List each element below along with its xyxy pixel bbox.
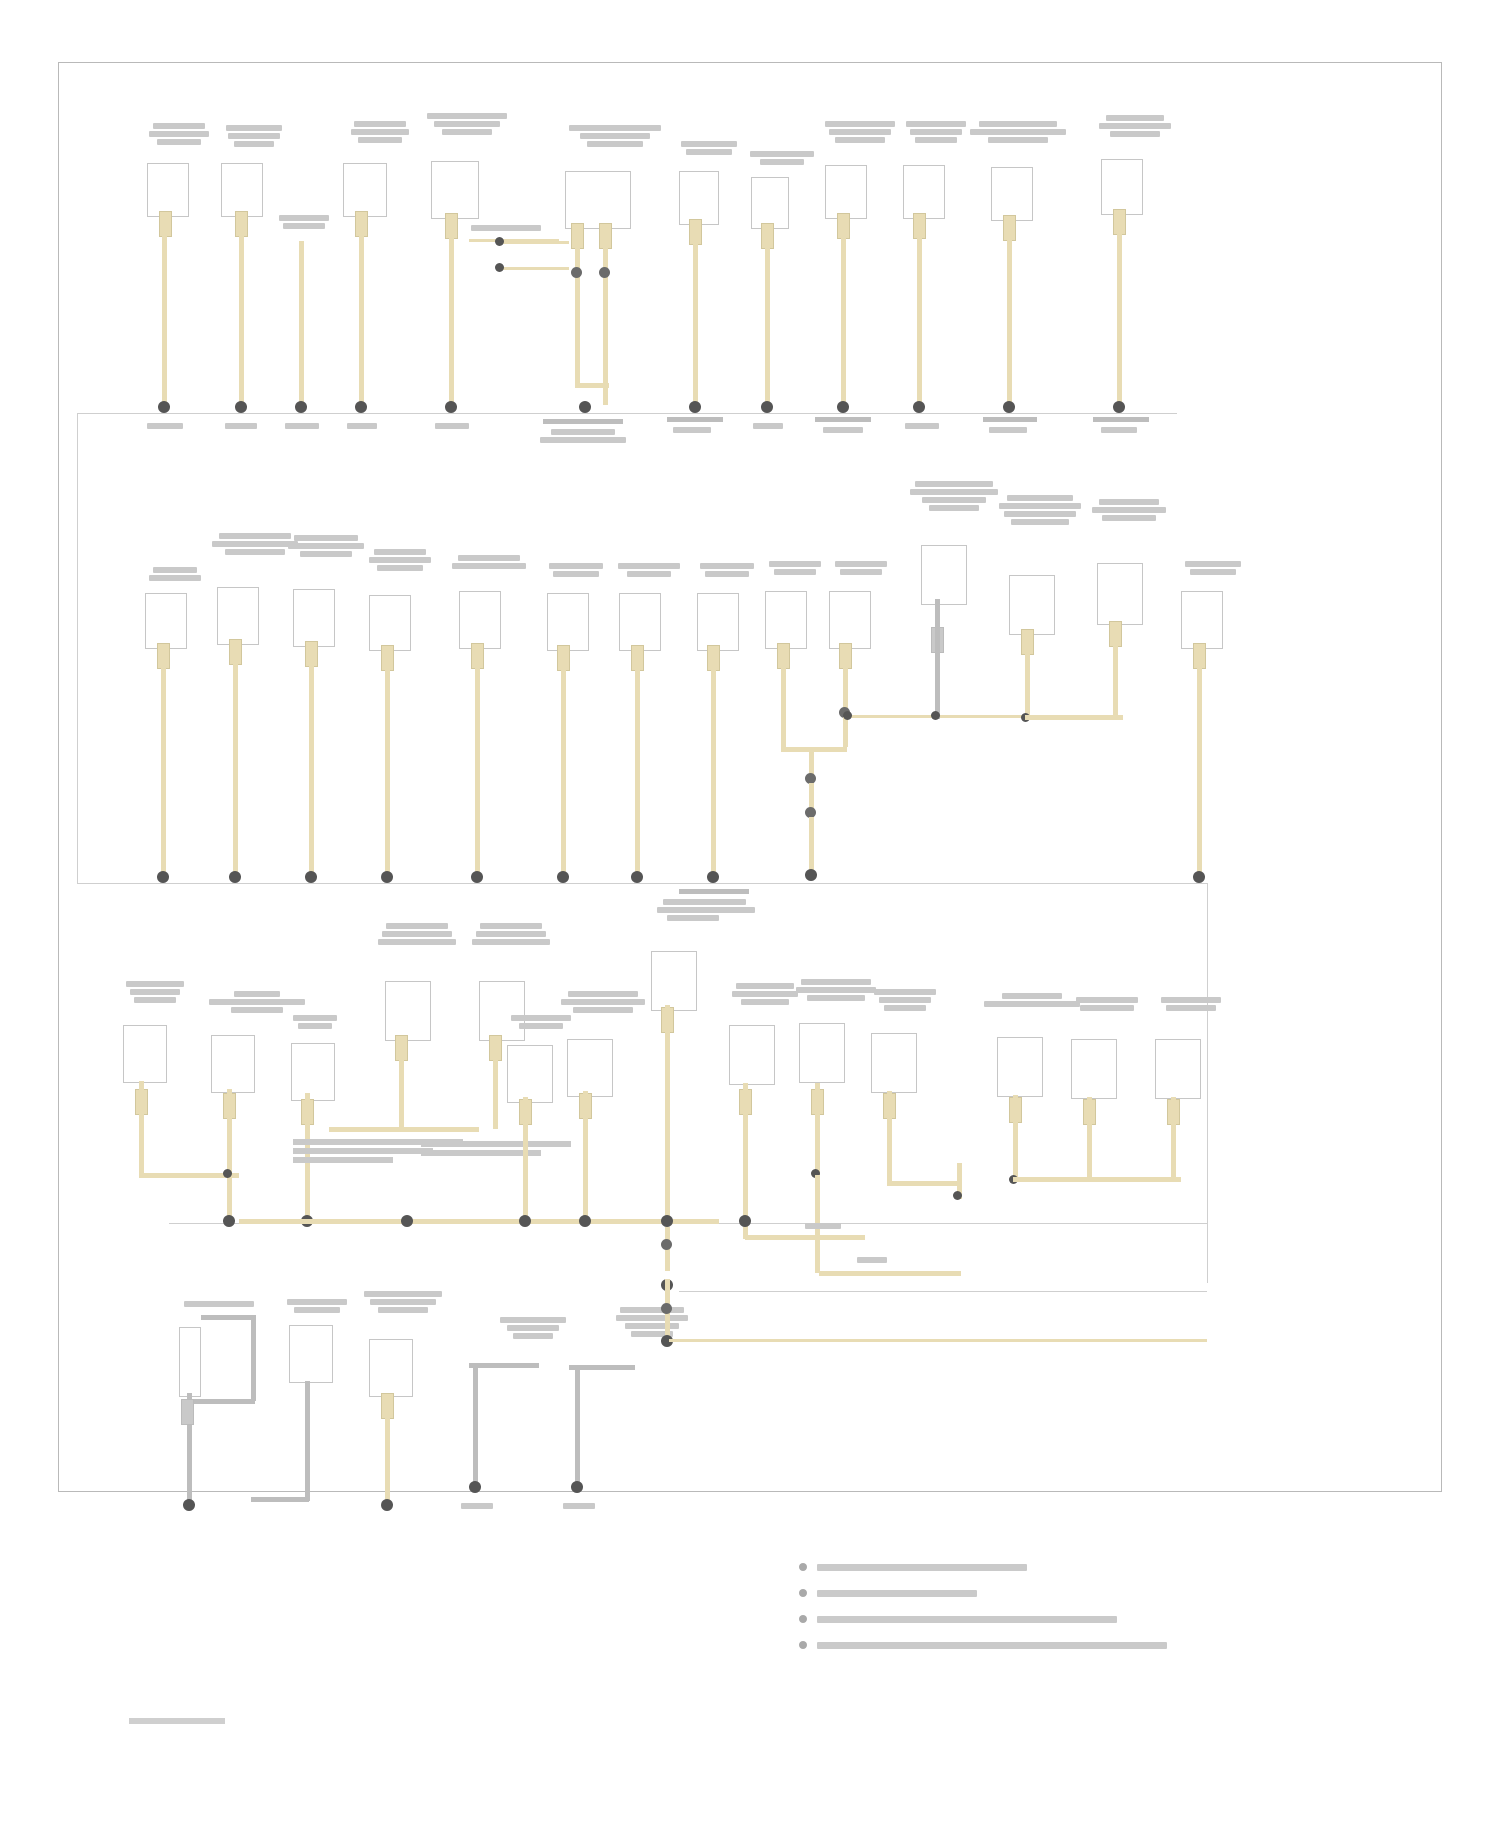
ground-wire-e1	[139, 1081, 144, 1177]
section-1-rail	[77, 413, 1177, 414]
ground-label-f4	[461, 1503, 493, 1509]
connector-e12[interactable]	[997, 1037, 1043, 1097]
component-label-d5	[441, 555, 537, 569]
ground-label-f5	[563, 1503, 595, 1509]
legend-item	[799, 1563, 1167, 1571]
ground-wire-c6-down	[603, 383, 608, 405]
connector-d1[interactable]	[145, 593, 187, 649]
connector-d12[interactable]	[1009, 575, 1055, 635]
bullet-icon	[799, 1589, 807, 1597]
ground-bus-e4	[329, 1127, 479, 1132]
connector-c8[interactable]	[751, 177, 789, 229]
component-label-c11	[955, 121, 1081, 143]
ground-wire-d7	[635, 667, 640, 873]
connector-f3[interactable]	[369, 1339, 413, 1397]
ground-point-c3	[295, 401, 307, 413]
ground-bus-e12-e14	[1013, 1177, 1181, 1182]
ground-wire-e12	[1013, 1095, 1018, 1179]
ground-label-c10	[905, 423, 939, 429]
component-label-d12	[987, 495, 1093, 525]
ground-point-d7	[631, 871, 643, 883]
connector-e6[interactable]	[507, 1045, 553, 1103]
ground-wire-f5	[575, 1365, 580, 1489]
ground-wire-f2-join	[251, 1497, 309, 1502]
ground-wire-c5	[449, 235, 454, 405]
branch-wire-c6-left-a	[499, 241, 569, 244]
ground-wire-c6-b	[603, 245, 608, 385]
ground-point-c4	[355, 401, 367, 413]
component-label-d10	[823, 561, 899, 575]
ground-wire-e4	[399, 1057, 404, 1129]
branch-dot-b	[495, 263, 504, 272]
connector-e13[interactable]	[1071, 1039, 1117, 1099]
ground-point-e8	[661, 1215, 673, 1227]
component-label-d14	[1173, 561, 1253, 575]
connector-c10[interactable]	[903, 165, 945, 219]
ground-wire-d14	[1197, 665, 1202, 873]
connector-d10[interactable]	[829, 591, 871, 649]
ground-label-c6	[537, 429, 629, 443]
connector-e3[interactable]	[291, 1043, 335, 1101]
bus-dot-d11	[931, 711, 940, 720]
ground-point-c12	[1113, 401, 1125, 413]
component-label-c1	[137, 123, 221, 145]
bullet-icon	[799, 1563, 807, 1571]
ground-label-c3	[285, 423, 319, 429]
component-label-c3	[269, 215, 339, 229]
component-label-e1	[115, 981, 195, 1003]
ground-bus-d12-d13	[1025, 715, 1123, 720]
ground-wire-d9	[781, 665, 786, 747]
ground-bus-center-right	[669, 1339, 1207, 1342]
legend-item	[799, 1589, 1167, 1597]
ground-wire-c3	[299, 241, 304, 405]
connector-e14[interactable]	[1155, 1039, 1201, 1099]
switch-bar-f4	[469, 1363, 539, 1368]
component-label-d9	[757, 561, 833, 575]
connector-d9[interactable]	[765, 591, 807, 649]
ground-point-c10	[913, 401, 925, 413]
ground-point-e5	[401, 1215, 413, 1227]
ground-bar-c7	[667, 417, 723, 422]
ground-wire-e2	[227, 1089, 232, 1219]
connector-c7[interactable]	[679, 171, 719, 225]
bus-dot-e2	[223, 1169, 232, 1178]
ground-wire-e13	[1087, 1097, 1092, 1179]
component-label-e11	[859, 989, 951, 1011]
ground-point-c8	[761, 401, 773, 413]
bus-label-lower-right	[857, 1257, 887, 1263]
ground-wire-d13	[1113, 643, 1118, 717]
splice-c6-b	[599, 267, 610, 278]
ground-point-c7	[689, 401, 701, 413]
ground-point-d1	[157, 871, 169, 883]
ground-wire-c12	[1117, 231, 1122, 405]
ground-point-f4	[469, 1481, 481, 1493]
ground-bus-e11	[887, 1181, 961, 1186]
note-right	[421, 1141, 571, 1156]
bracket-wire-f1-top	[201, 1315, 253, 1320]
ground-wire-d12	[1025, 651, 1030, 717]
ground-bar-c12	[1093, 417, 1149, 422]
bus-dot-right	[843, 711, 852, 720]
connector-d3[interactable]	[293, 589, 335, 647]
ground-label-c5	[435, 423, 469, 429]
ground-wire-e6	[523, 1097, 528, 1221]
section-1-left-rail	[77, 413, 78, 883]
legend-item	[799, 1641, 1167, 1649]
ground-wire-d4	[385, 667, 390, 873]
ground-wire-e14	[1171, 1097, 1176, 1181]
ground-wire-d5	[475, 665, 480, 873]
component-label-c8	[739, 151, 825, 165]
ground-wire-c1	[162, 233, 167, 405]
connector-c6[interactable]	[565, 171, 631, 229]
ground-point-d6	[557, 871, 569, 883]
ground-wire-f3	[385, 1395, 390, 1503]
ground-wire-c7	[693, 241, 698, 405]
connector-d11[interactable]	[921, 545, 967, 605]
connector-e5[interactable]	[479, 981, 525, 1041]
ground-wire-f4	[473, 1363, 478, 1489]
component-label-f5	[607, 1307, 697, 1337]
component-label-d1	[139, 567, 211, 581]
component-label-f4	[493, 1317, 573, 1339]
section-4-rail	[679, 1291, 1207, 1292]
ground-wire-d9-down	[809, 749, 814, 775]
wiring-diagram-sheet	[58, 62, 1442, 1492]
connector-c9[interactable]	[825, 165, 867, 219]
ground-bus-d10-right	[847, 715, 1047, 718]
component-label-e8	[641, 899, 745, 921]
ground-wire-c11	[1007, 237, 1012, 405]
ground-point-e7	[579, 1215, 591, 1227]
connector-c12[interactable]	[1101, 159, 1143, 215]
ground-point-c2	[235, 401, 247, 413]
ground-point-d2	[229, 871, 241, 883]
connector-e11[interactable]	[871, 1033, 917, 1093]
ground-point-d9	[805, 869, 817, 881]
ground-wire-d10-b	[843, 717, 848, 747]
splice-c6-a	[571, 267, 582, 278]
splice-center-junction	[661, 1303, 672, 1314]
ground-label-c9	[823, 427, 863, 433]
legend-item-label	[817, 1616, 1117, 1623]
component-label-e14	[1147, 997, 1235, 1011]
ground-point-d4	[381, 871, 393, 883]
ground-wire-d6	[561, 667, 566, 873]
component-label-f1	[183, 1301, 255, 1307]
branch-label-c5-c6	[471, 225, 541, 231]
ground-label-c8	[753, 423, 783, 429]
ground-point-c6	[579, 401, 591, 413]
connector-d5[interactable]	[459, 591, 501, 649]
splice-e8	[661, 1239, 672, 1250]
connector-c11[interactable]	[991, 167, 1033, 221]
component-label-e2	[199, 991, 315, 1013]
component-label-d4	[353, 549, 447, 571]
connector-d8[interactable]	[697, 593, 739, 651]
connector-e4[interactable]	[385, 981, 431, 1041]
legend	[799, 1563, 1167, 1667]
connector-c1[interactable]	[147, 163, 189, 217]
section-2-right-rail	[1207, 883, 1208, 1283]
ground-wire-e7	[583, 1091, 588, 1221]
ground-bar-c11	[983, 417, 1037, 422]
component-label-d7	[605, 563, 693, 577]
terminal-pin-f1	[181, 1399, 194, 1425]
component-label-e13	[1061, 997, 1153, 1011]
component-label-d8	[687, 563, 767, 577]
branch-wire-c6-left-b	[501, 267, 569, 270]
component-label-c7	[669, 141, 749, 155]
component-label-e5	[459, 923, 563, 945]
bus-dot-e11	[953, 1191, 962, 1200]
ground-wire-d8	[711, 667, 716, 873]
ground-wire-d3	[309, 663, 314, 873]
component-label-c6	[553, 125, 677, 147]
ground-wire-d9-down3	[809, 817, 814, 871]
ground-wire-d2	[233, 661, 238, 873]
legend-item	[799, 1615, 1167, 1623]
ground-point-f5	[571, 1481, 583, 1493]
ground-label-c7	[673, 427, 711, 433]
ground-point-d5	[471, 871, 483, 883]
ground-bus-e3	[239, 1219, 719, 1224]
ground-bus-lower-right	[819, 1271, 961, 1276]
ground-point-c1	[158, 401, 170, 413]
ground-wire-c6-a	[575, 245, 580, 385]
ground-point-c9	[837, 401, 849, 413]
ground-point-c11	[1003, 401, 1015, 413]
connector-e7[interactable]	[567, 1039, 613, 1097]
section-2-rail	[77, 883, 1207, 884]
connector-e10[interactable]	[799, 1023, 845, 1083]
connector-e2[interactable]	[211, 1035, 255, 1093]
component-label-e7	[551, 991, 655, 1013]
ground-point-d8	[707, 871, 719, 883]
ground-point-e6	[519, 1215, 531, 1227]
component-label-d13	[1079, 499, 1179, 521]
ground-point-d14	[1193, 871, 1205, 883]
ground-wire-d10	[843, 665, 848, 711]
ground-bus-d9-d10	[781, 747, 847, 752]
ground-wire-d9-down2	[809, 783, 814, 809]
connector-c2[interactable]	[221, 163, 263, 217]
ground-point-c5	[445, 401, 457, 413]
ground-label-c1	[147, 423, 183, 429]
ground-point-e9	[739, 1215, 751, 1227]
ground-wire-d1	[161, 665, 166, 873]
bracket-wire-f1-right	[251, 1315, 256, 1401]
ground-bar-c9	[815, 417, 871, 422]
component-label-f3	[353, 1291, 453, 1313]
ground-wire-c8	[765, 245, 770, 405]
ground-wire-f2	[305, 1381, 310, 1501]
component-label-d6	[537, 563, 615, 577]
connector-d4[interactable]	[369, 595, 411, 651]
ground-label-c11	[989, 427, 1027, 433]
bullet-icon	[799, 1615, 807, 1623]
component-label-e4	[365, 923, 469, 945]
connector-f1[interactable]	[179, 1327, 201, 1397]
component-label-f2	[281, 1299, 353, 1313]
connector-c5[interactable]	[431, 161, 479, 219]
ground-wire-f1-join	[187, 1399, 255, 1404]
ground-wire-e8	[665, 1005, 670, 1223]
legend-item-label	[817, 1590, 977, 1597]
ground-bar-c6	[543, 419, 623, 424]
bullet-icon	[799, 1641, 807, 1649]
ground-wire-e5	[493, 1057, 498, 1129]
ground-wire-c2	[239, 233, 244, 405]
ground-bar-d8	[679, 889, 749, 894]
ground-label-c12	[1101, 427, 1137, 433]
legend-item-label	[817, 1564, 1027, 1571]
ground-wire-c4	[359, 233, 364, 405]
connector-d2[interactable]	[217, 587, 259, 645]
ground-point-e2	[223, 1215, 235, 1227]
component-label-c2	[211, 125, 297, 147]
ground-label-e10	[805, 1223, 841, 1229]
connector-c4[interactable]	[343, 163, 387, 217]
connector-d13[interactable]	[1097, 563, 1143, 625]
ground-wire-c9	[841, 235, 846, 405]
ground-wire-c10	[917, 235, 922, 405]
ground-label-c2	[225, 423, 257, 429]
ground-wire-d11-b	[935, 655, 940, 715]
ground-label-c4	[347, 423, 377, 429]
component-label-c5	[415, 113, 519, 135]
ground-point-f1	[183, 1499, 195, 1511]
connector-f2[interactable]	[289, 1325, 333, 1383]
ground-wire-e11	[887, 1091, 892, 1185]
component-label-c4	[337, 121, 423, 143]
legend-item-label	[817, 1642, 1167, 1649]
sheet-footnote	[129, 1718, 225, 1724]
component-label-e3	[285, 1015, 345, 1029]
ground-bus-e9	[745, 1235, 865, 1240]
connector-d7[interactable]	[619, 593, 661, 651]
connector-e9[interactable]	[729, 1025, 775, 1085]
ground-point-d3	[305, 871, 317, 883]
connector-e1[interactable]	[123, 1025, 167, 1083]
component-label-e6	[499, 1015, 583, 1029]
ground-point-f3	[381, 1499, 393, 1511]
connector-e8[interactable]	[651, 951, 697, 1011]
connector-d6[interactable]	[547, 593, 589, 651]
component-label-c12	[1085, 115, 1185, 137]
branch-dot-a	[495, 237, 504, 246]
connector-d14[interactable]	[1181, 591, 1223, 649]
